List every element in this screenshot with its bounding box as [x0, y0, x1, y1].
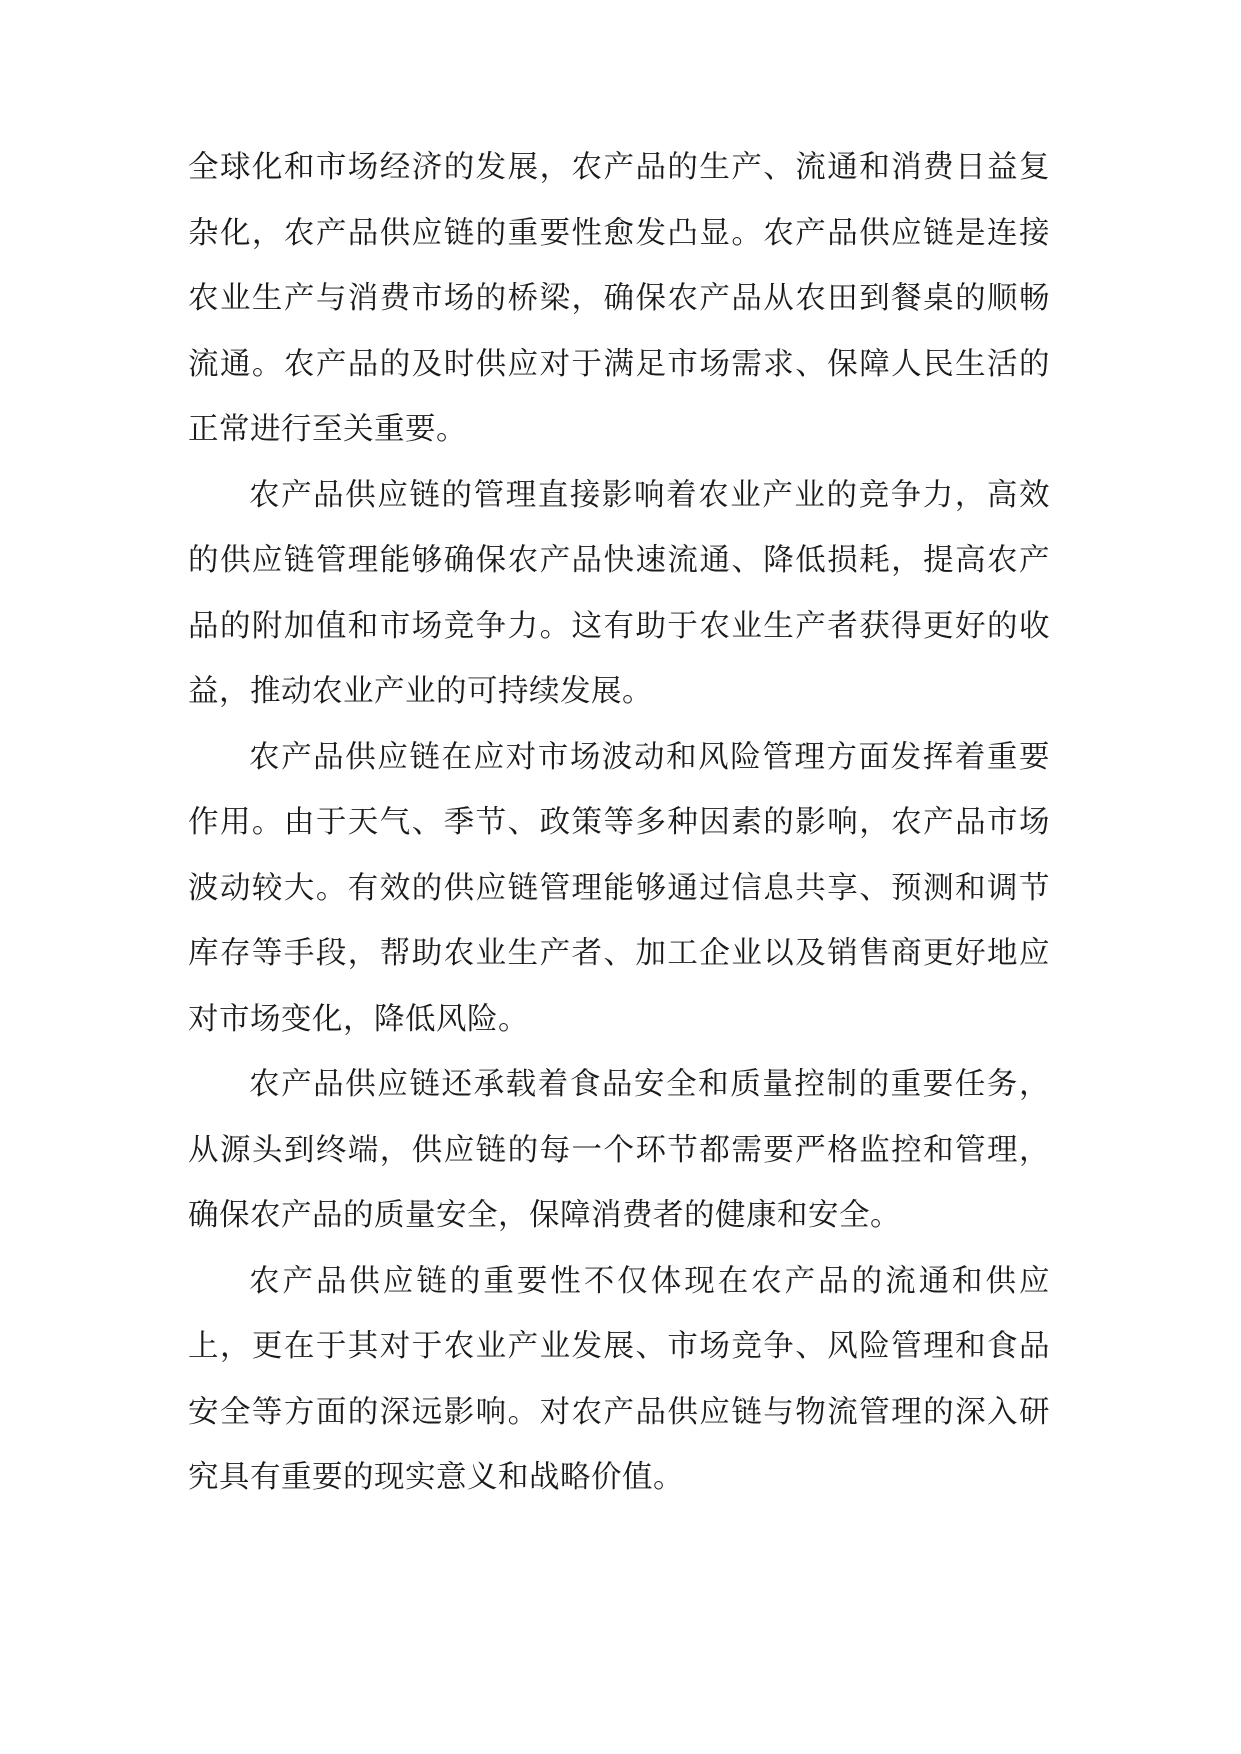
paragraph-1: 全球化和市场经济的发展，农产品的生产、流通和消费日益复杂化，农产品供应链的重要性愈发凸显。农产品供应链是连接农业生产与消费市场的桥梁，确保农产品从农田到餐桌的顺畅流通。农产品的及时供应对于满足市场需求、保障人民生活的正常进行至关重要。: [188, 150, 1050, 447]
paragraph-3: 农产品供应链在应对市场波动和风险管理方面发挥着重要作用。由于天气、季节、政策等多种因素的影响，农产品市场波动较大。有效的供应链管理能够通过信息共享、预测和调节库存等手段，帮助农业生产者、加工企业以及销售商更好地应对市场变化，降低风险。: [188, 739, 1050, 1037]
document-body: [188, 135, 1050, 1511]
paragraph-2: 农产品供应链的管理直接影响着农业产业的竞争力，高效的供应链管理能够确保农产品快速流通、降低损耗，提高农产品的附加值和市场竞争力。这有助于农业生产者获得更好的收益，推动农业产业的可持续发展。: [188, 477, 1050, 709]
paragraph-4: 农产品供应链还承载着食品安全和质量控制的重要任务，从源头到终端，供应链的每一个环节都需要严格监控和管理，确保农产品的质量安全，保障消费者的健康和安全。: [188, 1067, 1050, 1233]
paragraph-5: 农产品供应链的重要性不仅体现在农产品的流通和供应上，更在于其对于农业产业发展、市场竞争、风险管理和食品安全等方面的深远影响。对农产品供应链与物流管理的深入研究具有重要的现实意义和战略价值。: [188, 1263, 1050, 1495]
